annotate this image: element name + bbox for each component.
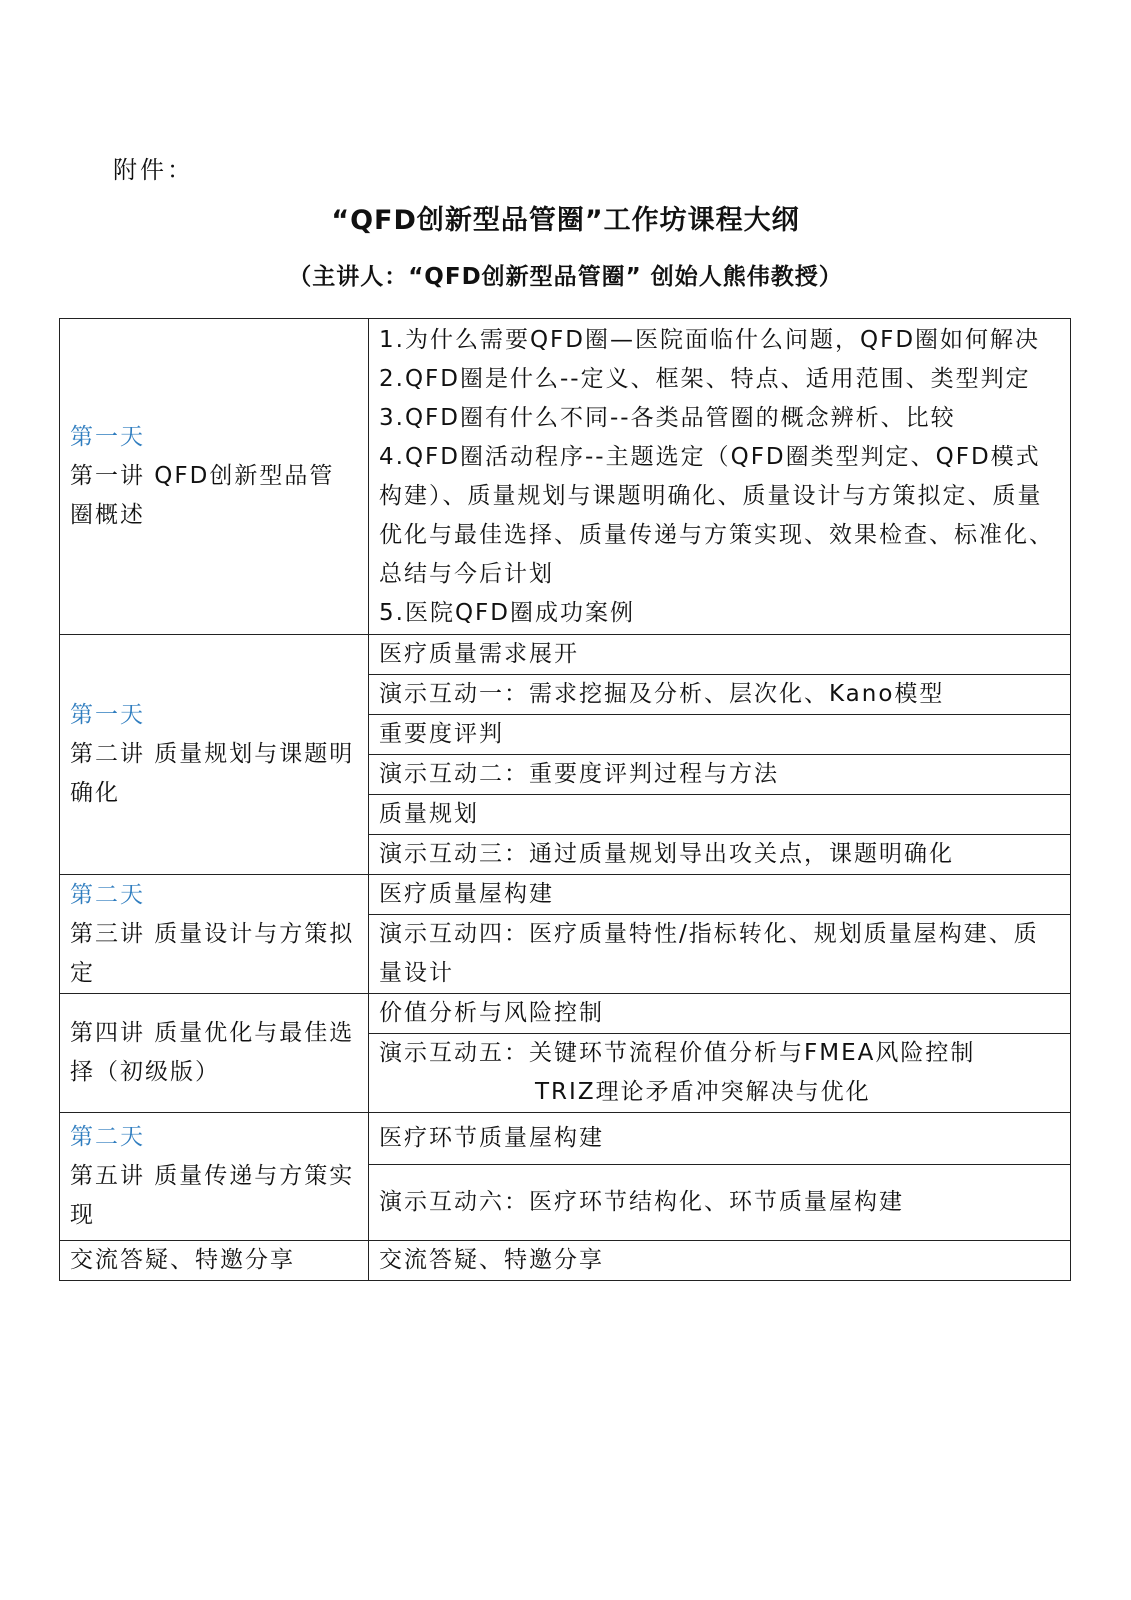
attachment-label: 附件： [113, 156, 194, 184]
content-item: 重要度评判 [369, 715, 1071, 755]
content-item: 演示互动六：医疗环节结构化、环节质量屋构建 [369, 1165, 1071, 1241]
lecture-title: 第五讲 质量传递与方策实现 [70, 1163, 355, 1228]
lecture-cell [60, 1241, 369, 1281]
day-label: 第一天 [70, 702, 145, 728]
content-item: 交流答疑、特邀分享 [369, 1241, 1071, 1281]
table-row [60, 875, 1071, 915]
content-item: TRIZ理论矛盾冲突解决与优化 [535, 1079, 871, 1105]
lecture-title: 第四讲 质量优化与最佳选择（初级版） [70, 1020, 355, 1085]
day-label: 第一天 [70, 424, 145, 450]
table-row [60, 1113, 1071, 1165]
content-cell [369, 1034, 1071, 1113]
day-label: 第二天 [70, 1124, 145, 1150]
lecture-cell [60, 319, 369, 635]
content-item: 医疗质量需求展开 [369, 635, 1071, 675]
content-item: 医疗质量屋构建 [369, 875, 1071, 915]
lecture-title: 第三讲 质量设计与方策拟定 [70, 920, 355, 986]
content-item: 2.QFD圈是什么--定义、框架、特点、适用范围、类型判定 [379, 365, 1031, 392]
lecture-cell [60, 994, 369, 1113]
content-item: 1.为什么需要QFD圈—医院面临什么问题，QFD圈如何解决 [379, 326, 1041, 353]
page-subtitle: （主讲人：“QFD创新型品管圈” 创始人熊伟教授） [288, 264, 843, 290]
content-item: 演示互动一：需求挖掘及分析、层次化、Kano模型 [369, 675, 1071, 715]
table-row [60, 635, 1071, 675]
table-row [60, 1241, 1071, 1281]
content-item: 医疗环节质量屋构建 [369, 1113, 1071, 1165]
content-cell [369, 319, 1071, 635]
content-item: 演示互动四：医疗质量特性/指标转化、规划质量屋构建、质量设计 [369, 915, 1071, 994]
content-item: 质量规划 [369, 795, 1071, 835]
day-label: 第二天 [70, 881, 145, 908]
page-title: “QFD创新型品管圈”工作坊课程大纲 [331, 205, 800, 236]
content-item: 4.QFD圈活动程序--主题选定（QFD圈类型判定、QFD模式构建）、质量规划与课题明确化、质量设计与方策拟定、质量优化与最佳选择、质量传递与方策实现、效果检查、标准化、总结与今后计划 [379, 443, 1054, 587]
content-item: 演示互动三：通过质量规划导出攻关点，课题明确化 [369, 835, 1071, 875]
content-item: 5.医院QFD圈成功案例 [379, 599, 635, 626]
lecture-cell [60, 1113, 369, 1241]
content-item: 演示互动二：重要度评判过程与方法 [369, 755, 1071, 795]
course-outline-table [59, 318, 1071, 1281]
lecture-cell [60, 875, 369, 994]
content-item: 演示互动五：关键环节流程价值分析与FMEA风险控制 [379, 1040, 976, 1066]
content-item: 价值分析与风险控制 [369, 994, 1071, 1034]
table-row [60, 319, 1071, 635]
lecture-title: 第一讲 QFD创新型品管圈概述 [70, 463, 335, 528]
lecture-title: 第二讲 质量规划与课题明确化 [70, 741, 355, 806]
content-item: 3.QFD圈有什么不同--各类品管圈的概念辨析、比较 [379, 404, 956, 431]
table-row [60, 994, 1071, 1034]
lecture-title: 交流答疑、特邀分享 [70, 1247, 295, 1273]
lecture-cell [60, 635, 369, 875]
